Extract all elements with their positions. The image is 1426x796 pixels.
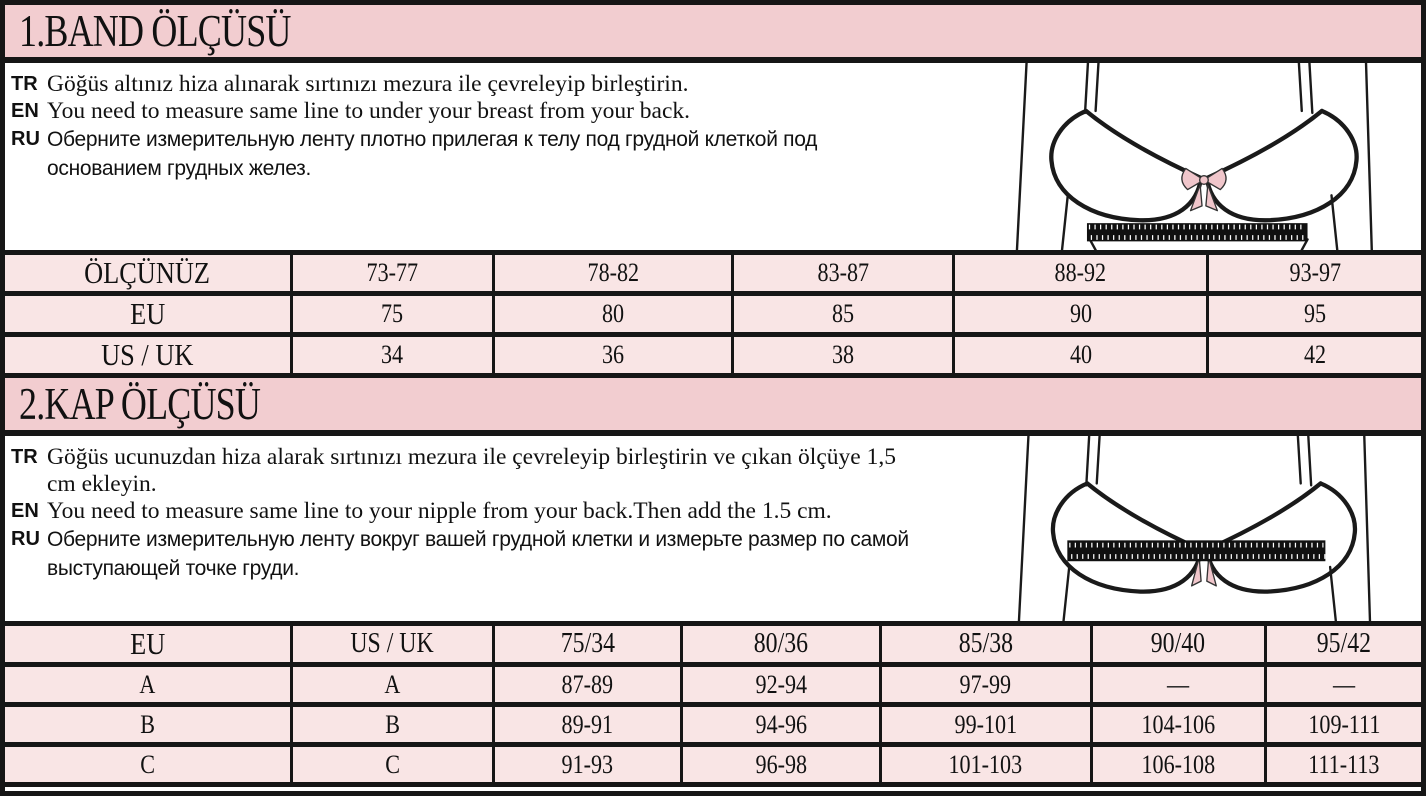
row-label: US / UK (101, 337, 194, 372)
instruction-line-ru (11, 525, 910, 583)
measuring-tape (1087, 223, 1308, 241)
table-cell: 87-89 (561, 669, 614, 699)
table-cell: 99-101 (954, 709, 1017, 739)
section1-instructions (5, 63, 1421, 250)
column-header: 80/36 (753, 628, 809, 659)
section2-title: 2.KAP ÖLÇÜSÜ (19, 378, 261, 429)
cup-size-table-wrap (5, 621, 1421, 787)
table-cell: 93-97 (1289, 258, 1341, 287)
table-cell: A (139, 669, 156, 699)
table-cell: 36 (602, 340, 625, 369)
table-cell: 109-111 (1307, 709, 1380, 739)
table-cell: 80 (602, 299, 625, 328)
section1-header (5, 5, 1421, 63)
table-cell: C (384, 749, 400, 779)
column-header: 90/40 (1151, 628, 1206, 659)
table-cell: 40 (1069, 340, 1092, 369)
cup-size-table (5, 621, 1421, 787)
lang-label-en: EN (11, 100, 39, 122)
column-header: 85/38 (958, 628, 1013, 659)
section2-instructions (5, 436, 1421, 621)
column-header: 75/34 (560, 628, 615, 659)
instruction-line-tr (11, 444, 910, 498)
lang-label-tr: TR (11, 446, 38, 468)
row-label: EU (129, 296, 165, 331)
table-row (5, 747, 1421, 782)
table-cell: 75 (381, 299, 404, 328)
lang-label-ru: RU (11, 528, 40, 550)
bow-tails (1192, 557, 1217, 585)
table-cell: 38 (832, 340, 855, 369)
table-cell: C (139, 749, 155, 779)
table-cell: — (1167, 669, 1190, 699)
table-row (5, 667, 1421, 702)
instruction-text-tr: Göğüs ucunuzdan hiza alarak sırtınızı mezura ile çevreleyip birleştirin ve çıkan ölçüye 1,5 cm ekleyin. (47, 444, 896, 497)
table-row (5, 707, 1421, 742)
instruction-line-ru (11, 125, 910, 183)
table-cell: 111-113 (1308, 749, 1380, 779)
table-cell: B (139, 709, 155, 739)
table-cell: A (384, 669, 401, 699)
table-cell: 101-103 (948, 749, 1023, 779)
table-cell: 83-87 (817, 258, 870, 287)
table-cell: 95 (1303, 299, 1326, 328)
table-cell: 85 (832, 299, 855, 328)
lang-label-tr: TR (11, 73, 38, 95)
column-header: 95/42 (1316, 628, 1371, 659)
column-header: US / UK (350, 628, 435, 659)
instruction-text-ru: Оберните измерительную ленту вокруг вашей грудной клетки и измерьте размер по самой выступающей точке груди. (47, 528, 909, 580)
table-cell: B (384, 709, 400, 739)
instruction-line-en (11, 498, 910, 525)
table-cell: 42 (1303, 340, 1326, 369)
table-cell: — (1332, 669, 1355, 699)
table-cell: 97-99 (959, 669, 1012, 699)
table-row (5, 296, 1421, 332)
section1-title: 1.BAND ÖLÇÜSÜ (19, 5, 291, 56)
instruction-text-ru: Оберните измерительную ленту плотно прилегая к телу под грудной клеткой под основанием грудных желез. (47, 128, 818, 180)
table-row (5, 255, 1421, 291)
table-cell: 34 (381, 340, 404, 369)
row-label: ÖLÇÜNÜZ (84, 255, 211, 290)
table-cell: 89-91 (561, 709, 614, 739)
table-cell: 90 (1069, 299, 1092, 328)
section1-instruction-text (5, 63, 910, 183)
band-size-table-wrap (5, 250, 1421, 378)
table-row (5, 337, 1421, 373)
instruction-text-en: You need to measure same line to your nipple from your back.Then add the 1.5 cm. (47, 498, 832, 524)
column-header: EU (129, 626, 165, 661)
bra-underbust-illustration (985, 63, 1421, 250)
table-header-row (5, 626, 1421, 662)
instruction-text-tr: Göğüs altınız hiza alınarak sırtınızı mezura ile çevreleyip birleştirin. (47, 71, 689, 97)
lang-label-en: EN (11, 500, 39, 522)
table-cell: 73-77 (366, 258, 419, 287)
table-cell: 78-82 (587, 258, 640, 287)
instruction-line-tr (11, 71, 910, 98)
band-size-table (5, 250, 1421, 378)
measuring-tape (1067, 540, 1325, 561)
section2-instruction-text (5, 436, 910, 583)
table-cell: 96-98 (755, 749, 807, 779)
section2-header (5, 378, 1421, 436)
table-cell: 92-94 (755, 669, 807, 699)
table-cell: 88-92 (1054, 258, 1107, 287)
lang-label-ru: RU (11, 128, 40, 150)
instruction-line-en (11, 98, 910, 125)
table-cell: 104-106 (1141, 709, 1216, 739)
table-cell: 94-96 (755, 709, 807, 739)
table-cell: 106-108 (1141, 749, 1216, 779)
table-cell: 91-93 (561, 749, 614, 779)
instruction-text-en: You need to measure same line to under your breast from your back. (47, 98, 691, 124)
bra-overbust-illustration (985, 436, 1421, 621)
